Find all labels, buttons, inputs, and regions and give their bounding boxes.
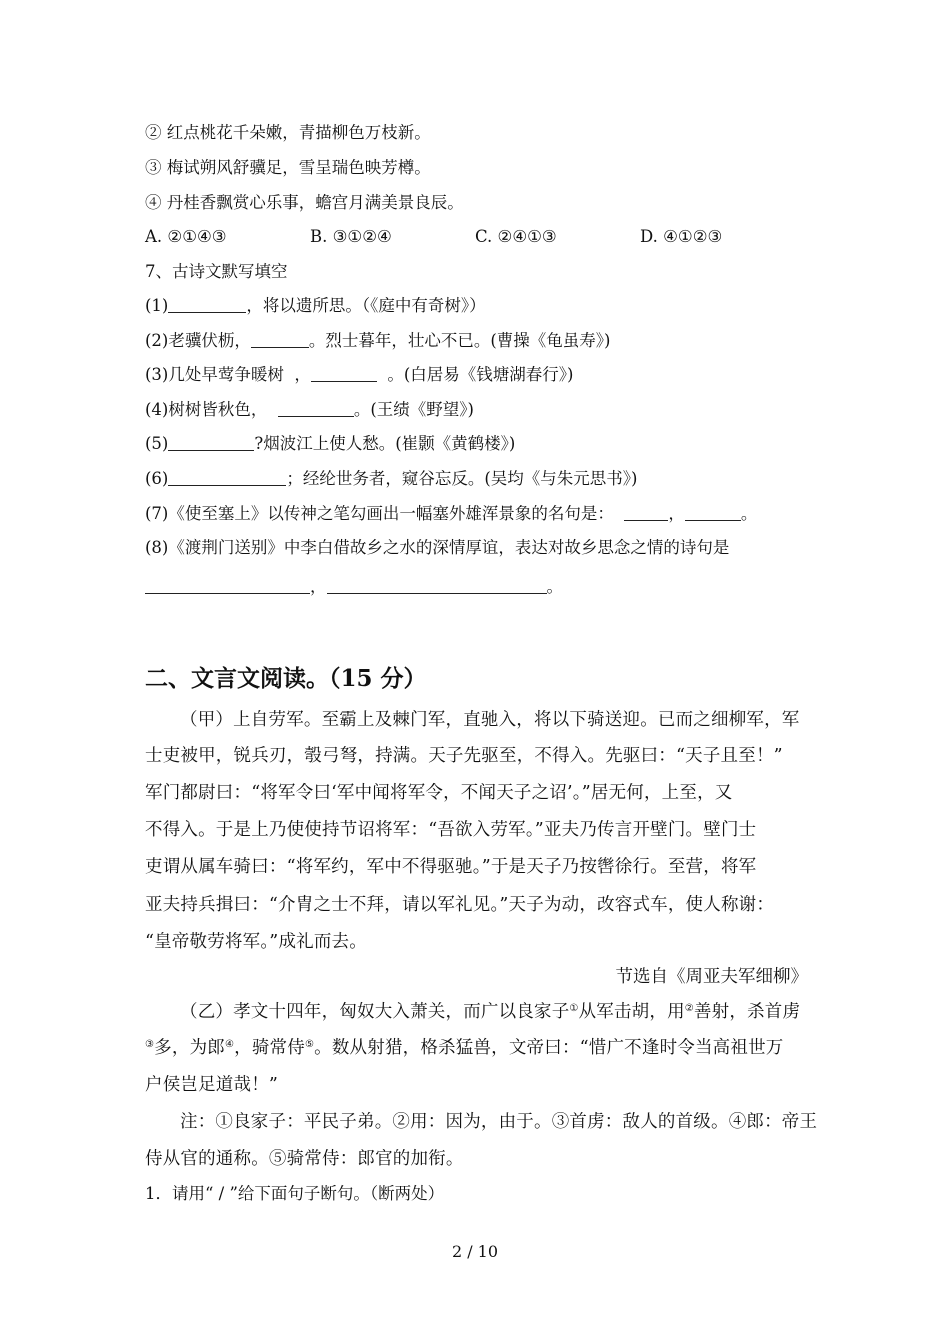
passage-yi-line-2	[145, 1036, 784, 1060]
footnote-marker: ⑤	[304, 1039, 315, 1050]
q7-item-1-post: ，将以遗所思。（《庭中有奇树》）	[246, 296, 486, 315]
blank	[311, 365, 377, 382]
passage-jia-source: 节选自《周亚夫军细柳》	[615, 967, 808, 987]
passage-yi-line-1	[145, 1000, 800, 1024]
q7-item-8-end: 。	[546, 577, 563, 596]
blank	[145, 577, 310, 594]
page-number: 2 / 10	[451, 1242, 499, 1261]
option-d: D. ④①②③	[640, 227, 723, 246]
q7-item-6-pre: (6)	[145, 469, 169, 488]
footnote-marker: ①	[569, 1003, 579, 1014]
blank	[278, 400, 354, 417]
blank	[327, 577, 547, 594]
q7-item-5	[145, 433, 515, 455]
q7-item-7-pre: (7)《使至塞上》以传神之笔勾画出一幅塞外雄浑景象的名句是：	[145, 504, 625, 523]
footnote-marker: ④	[224, 1039, 235, 1050]
footnote-marker: ②	[684, 1003, 694, 1014]
q7-item-8-answer	[145, 576, 563, 598]
blank	[624, 504, 668, 521]
poem-line-4: ④ 丹桂香飘赏心乐事，蟾宫月满美景良辰。	[145, 193, 464, 212]
q7-item-1-pre: (1)	[145, 296, 169, 315]
passage-jia-line-3: 军门都尉曰：“将军令曰‘军中闻将军令，不闻天子之诏’。”居无何，上至，又	[145, 783, 733, 803]
blank	[168, 434, 254, 451]
q7-item-6-post: ；经纶世务者，窥谷忘反。(吴均《与朱元思书》)	[286, 469, 638, 488]
q7-item-6	[145, 468, 638, 490]
yi-text: 。数从射猎，格杀猛兽，文帝曰：“惜广不逢时令当高祖世万	[314, 1038, 784, 1058]
q7-item-2-pre: (2)老骥伏枥，	[145, 331, 251, 350]
q7-item-5-post: ?烟波江上使人愁。(崔颢《黄鹤楼》)	[254, 434, 516, 453]
option-b: B. ③①②④	[310, 227, 392, 246]
q7-item-3	[145, 364, 574, 386]
q7-item-2-post: 。烈士暮年，壮心不已。(曹操《龟虽寿》)	[308, 331, 611, 350]
yi-text: 从军击胡，用	[578, 1002, 685, 1022]
yi-text: ，骑常侍	[234, 1038, 305, 1058]
passage-jia-line-1: （甲）上自劳军。至霸上及棘门军，直驰入，将以下骑送迎。已而之细柳军，军	[180, 710, 800, 730]
passage-jia-line-7: “皇帝敬劳将军。”成礼而去。	[145, 932, 367, 952]
q7-item-3-post: 。(白居易《钱塘湖春行》)	[376, 365, 574, 384]
q7-item-2	[145, 330, 611, 352]
footnote-marker: ③	[145, 1039, 155, 1050]
passage-yi-line-3: 户侯岂足道哉！”	[145, 1075, 279, 1095]
option-a: A. ②①④③	[145, 227, 227, 246]
q7-item-1	[145, 295, 486, 317]
blank	[251, 331, 309, 348]
q7-item-3-pre: (3)几处早莺争暖树 ，	[145, 365, 311, 384]
q7-item-8: (8)《渡荆门送别》中李白借故乡之水的深情厚谊，表达对故乡思念之情的诗句是	[145, 538, 730, 557]
poem-line-3: ③ 梅试朔风舒骥足，雪呈瑞色映芳樽。	[145, 158, 431, 177]
yi-text: 善射，杀首虏	[693, 1002, 801, 1022]
q7-item-7-mid: ，	[668, 504, 685, 523]
blank	[168, 296, 246, 313]
q7-item-4	[145, 399, 474, 421]
q7-item-5-pre: (5)	[145, 434, 169, 453]
yi-text: （乙）孝文十四年，匈奴大入萧关，而广以良家子	[180, 1002, 570, 1022]
q7-item-8-mid: ，	[310, 577, 327, 596]
poem-line-2: ② 红点桃花千朵嫩，青描柳色万枝新。	[145, 123, 431, 142]
option-c: C. ②④①③	[475, 227, 557, 246]
question-1: 1．请用“ / ”给下面句子断句。（断两处）	[145, 1184, 445, 1203]
yi-text: 多，为郎	[154, 1038, 225, 1058]
passage-jia-line-5: 吏谓从属车骑曰：“将军约，军中不得驱驰。”于是天子乃按辔徐行。至营，将军	[145, 857, 757, 877]
section-title: 二、文言文阅读。（15 分）	[145, 665, 427, 692]
notes-line-1: 注：①良家子：平民子弟。②用：因为，由于。③首虏：敌人的首级。④郎：帝王	[180, 1112, 818, 1132]
passage-jia-line-2: 士吏被甲，锐兵刃，彀弓弩，持满。天子先驱至，不得入。先驱曰：“天子且至！”	[145, 746, 783, 766]
passage-jia-line-6: 亚夫持兵揖曰：“介胄之士不拜，请以军礼见。”天子为动，改容式车，使人称谢：	[145, 895, 775, 915]
blank	[685, 504, 741, 521]
q7-title: 7、古诗文默写填空	[145, 262, 288, 281]
q7-item-4-pre: (4)树树皆秋色，	[145, 400, 278, 419]
passage-jia-line-4: 不得入。于是上乃使使持节诏将军：“吾欲入劳军。”亚夫乃传言开壁门。壁门士	[145, 820, 757, 840]
blank	[168, 469, 286, 486]
q7-item-7-end: 。	[740, 504, 758, 523]
q7-item-7	[145, 503, 757, 525]
q7-item-4-post: 。(王绩《野望》)	[353, 400, 474, 419]
notes-line-2: 侍从官的通称。⑤骑常侍：郎官的加衔。	[145, 1149, 464, 1169]
